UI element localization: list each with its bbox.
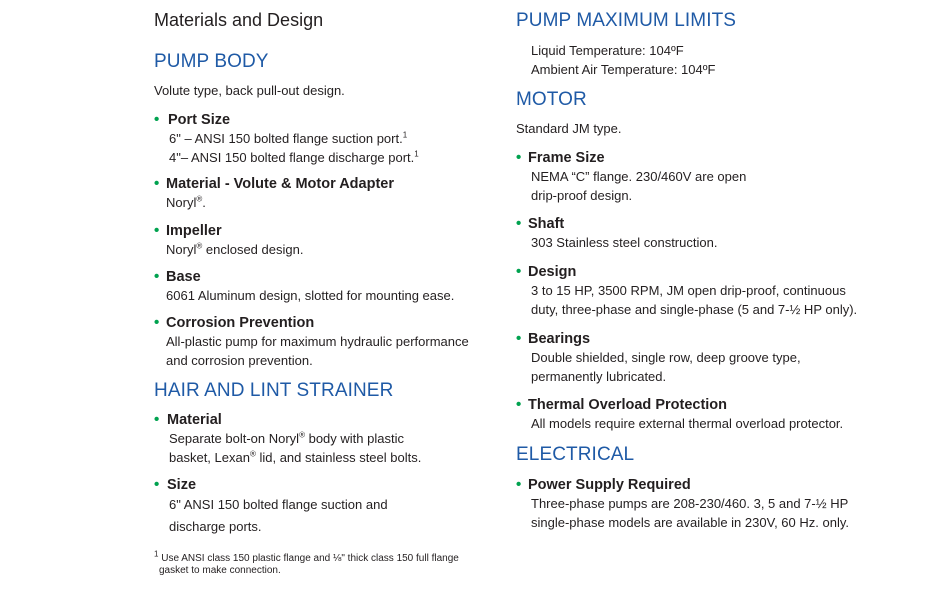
footnote: $^1$ Use ANSI class 150 plastic flange and ⅛" thick class 150 full flange gasket to make connection. xyxy=(154,549,459,576)
bullet-icon: • xyxy=(516,263,522,280)
item-label: Material - Volute & Motor Adapter xyxy=(166,176,394,192)
bullet-icon: • xyxy=(154,411,160,428)
bullet-icon: • xyxy=(154,175,160,192)
bullet-icon: • xyxy=(154,222,160,239)
item-label: Shaft xyxy=(528,216,565,232)
item-label: Power Supply Required xyxy=(528,477,691,493)
item-desc: Double shielded, single row, deep groove type, permanently lubricated. xyxy=(531,350,801,384)
motor-intro: Standard JM type. xyxy=(516,121,622,136)
item-desc: 303 Stainless steel construction. xyxy=(531,235,718,250)
item-desc: NEMA “C” flange. 230/460V are open drip-proof design. xyxy=(531,169,747,203)
item-label: Material xyxy=(167,412,222,428)
item-desc: All models require external thermal overload protector. xyxy=(531,416,844,431)
strainer-size-item xyxy=(154,476,388,538)
bullet-icon: • xyxy=(516,396,522,413)
port-size-item xyxy=(154,111,419,167)
item-desc: 6" ANSI 150 bolted flange suction and discharge ports. xyxy=(169,497,388,534)
item-label: Base xyxy=(166,269,201,285)
item-label: Design xyxy=(528,264,577,280)
bullet-icon: • xyxy=(516,476,522,493)
pump-body-heading: PUMP BODY xyxy=(154,51,269,72)
bullet-icon: • xyxy=(154,268,160,285)
material-item xyxy=(154,175,394,212)
item-desc: Noryl® enclosed design. xyxy=(166,241,304,257)
pump-body-intro: Volute type, back pull-out design. xyxy=(154,83,345,98)
item-label: Impeller xyxy=(166,223,222,239)
item-label: Corrosion Prevention xyxy=(166,315,315,331)
item-desc: Three-phase pumps are 208-230/460. 3, 5 and 7-½ HP single-phase models are available in 230V, 60 Hz. only. xyxy=(531,496,849,530)
strainer-material-item xyxy=(154,411,421,467)
design-item xyxy=(516,263,857,319)
item-label: Size xyxy=(167,477,197,493)
thermal-item xyxy=(516,396,843,433)
limits-text: Liquid Temperature: 104ºF Ambient Air Temperature: 104ºF xyxy=(531,43,716,77)
bullet-icon: • xyxy=(516,149,522,166)
frame-size-item xyxy=(516,149,746,205)
item-label: Frame Size xyxy=(528,150,605,166)
bullet-icon: • xyxy=(154,476,160,493)
section-title: Materials and Design xyxy=(154,10,324,30)
bullet-icon: • xyxy=(154,111,160,128)
item-desc: 6061 Aluminum design, slotted for mounting ease. xyxy=(166,288,455,303)
item-label: Port Size xyxy=(168,112,231,128)
base-item xyxy=(154,268,454,305)
motor-heading: MOTOR xyxy=(516,89,587,110)
item-label: Bearings xyxy=(528,331,591,347)
item-desc: Noryl®. xyxy=(166,194,206,210)
strainer-heading: HAIR AND LINT STRAINER xyxy=(154,380,394,401)
item-desc: 3 to 15 HP, 3500 RPM, JM open drip-proof, continuous duty, three-phase and single-phase (5 and 7-½ HP only). xyxy=(531,283,858,317)
item-label: Thermal Overload Protection xyxy=(528,397,728,413)
bullet-icon: • xyxy=(516,215,522,232)
corrosion-item xyxy=(154,314,469,370)
item-desc: All-plastic pump for maximum hydraulic performance and corrosion prevention. xyxy=(166,334,469,368)
power-supply-item xyxy=(516,476,849,532)
shaft-item xyxy=(516,215,717,252)
item-desc: Separate bolt-on Noryl® body with plastic basket, Lexan® lid, and stainless steel bolts. xyxy=(169,430,422,465)
limits-heading: PUMP MAXIMUM LIMITS xyxy=(516,10,737,31)
item-desc: 6" – ANSI 150 bolted flange suction port.$^1$ 4"– ANSI 150 bolted flange discharge port.$^1$ xyxy=(169,130,419,165)
bearings-item xyxy=(516,330,801,386)
bullet-icon: • xyxy=(516,330,522,347)
bullet-icon: • xyxy=(154,314,160,331)
impeller-item xyxy=(154,222,303,259)
electrical-heading: ELECTRICAL xyxy=(516,444,635,465)
